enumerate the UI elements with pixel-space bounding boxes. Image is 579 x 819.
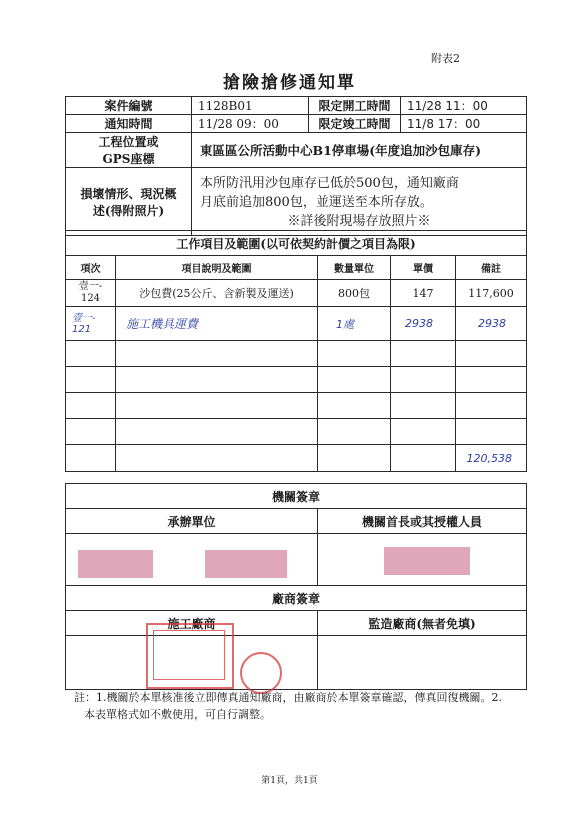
case-no-value: 1128B01 — [192, 97, 309, 115]
redacted-signature — [384, 547, 470, 575]
finish-time-value: 11/8 17：00 — [401, 115, 527, 133]
case-no-label: 案件編號 — [66, 97, 192, 115]
table-row-empty — [66, 367, 527, 393]
total-amount: 120,538 — [456, 445, 527, 472]
hw-quantity: 1處 — [318, 307, 391, 341]
hw-item-no — [66, 307, 116, 341]
damage-photo-note: ※詳後附現場存放照片※ — [287, 213, 431, 229]
hw-item-no-line-2: 121 — [72, 323, 92, 335]
table-row-handwritten — [66, 307, 527, 341]
agency-sign-handler-label: 承辦單位 — [66, 509, 318, 534]
col-remarks: 備註 — [456, 256, 527, 280]
company-seal-stamp-inner — [153, 630, 225, 680]
work-items-table — [65, 230, 527, 472]
table-row-empty — [66, 393, 527, 419]
row-description: 沙包費(25公斤、含新製及運送) — [116, 280, 318, 307]
table-row-total — [66, 445, 527, 472]
location-label-line-2: GPS座標 — [102, 152, 155, 166]
col-item-no: 項次 — [66, 256, 116, 280]
page-number: 第1頁，共1頁 — [261, 776, 318, 786]
vendor-sign-contractor-label: 施工廠商 — [66, 611, 318, 636]
col-quantity: 數量單位 — [318, 256, 391, 280]
form-title: 搶險搶修通知單 — [223, 73, 356, 93]
damage-line-2: 月底前追加800包，並運送至本所存放。 — [200, 194, 433, 210]
vendor-sign-supervisor-label: 監造廠商(無者免填) — [318, 611, 527, 636]
hw-description: 施工機具運費 — [116, 307, 318, 341]
redacted-signature — [78, 550, 153, 578]
redacted-signature — [205, 550, 287, 578]
row-quantity: 800包 — [318, 280, 391, 307]
agency-sign-head-label: 機關首長或其授權人員 — [318, 509, 527, 534]
hw-unit-price: 2938 — [391, 307, 456, 341]
start-time-label: 限定開工時間 — [309, 97, 401, 115]
notify-time-value: 11/28 09：00 — [192, 115, 309, 133]
row-unit-price: 147 — [391, 280, 456, 307]
damage-label-line-2: 述(得附照片) — [92, 203, 165, 218]
vendor-sign-header: 廠商簽章 — [66, 586, 527, 611]
notify-time-label: 通知時間 — [66, 115, 192, 133]
vendor-sign-supervisor-area — [318, 636, 527, 690]
annex-label: 附表2 — [431, 52, 460, 65]
damage-description — [192, 168, 527, 236]
finish-time-label: 限定竣工時間 — [309, 115, 401, 133]
case-info-table — [65, 96, 527, 236]
col-unit-price: 單價 — [391, 256, 456, 280]
location-value: 東區區公所活動中心B1停車場(年度追加沙包庫存) — [192, 133, 527, 168]
table-row-empty — [66, 341, 527, 367]
damage-line-1: 本所防汛用沙包庫存已低於500包，通知廠商 — [200, 175, 459, 191]
table-row-empty — [66, 419, 527, 445]
work-items-header: 工作項目及範圍(以可依契約計價之項目為限) — [66, 231, 527, 256]
location-label — [66, 133, 192, 168]
row-item-no — [66, 280, 116, 307]
damage-label — [66, 168, 192, 236]
round-seal-stamp — [240, 652, 282, 694]
damage-label-line-1: 損壞情形、現況概 — [80, 186, 177, 201]
form-notes — [74, 689, 529, 723]
agency-sign-header: 機關簽章 — [66, 484, 527, 509]
signature-table — [65, 483, 527, 690]
notes-line-2: 本表單格式如不敷使用，可自行調整。 — [84, 708, 271, 721]
col-description: 項目說明及範圍 — [116, 256, 318, 280]
start-time-value: 11/28 11：00 — [401, 97, 527, 115]
location-label-line-1: 工程位置或 — [98, 135, 159, 149]
hw-remarks: 2938 — [456, 307, 527, 341]
row-item-no-line-2: 124 — [80, 293, 101, 304]
hw-item-no-line-1: 壹一- — [72, 312, 96, 324]
table-row — [66, 280, 527, 307]
row-remarks: 117,600 — [456, 280, 527, 307]
notes-line-1: 註：1.機關於本單核准後立即傳真通知廠商，由廠商於本單簽章確認，傳真回復機關。2. — [74, 691, 502, 704]
row-item-no-line-1: 壹一- — [78, 281, 103, 292]
